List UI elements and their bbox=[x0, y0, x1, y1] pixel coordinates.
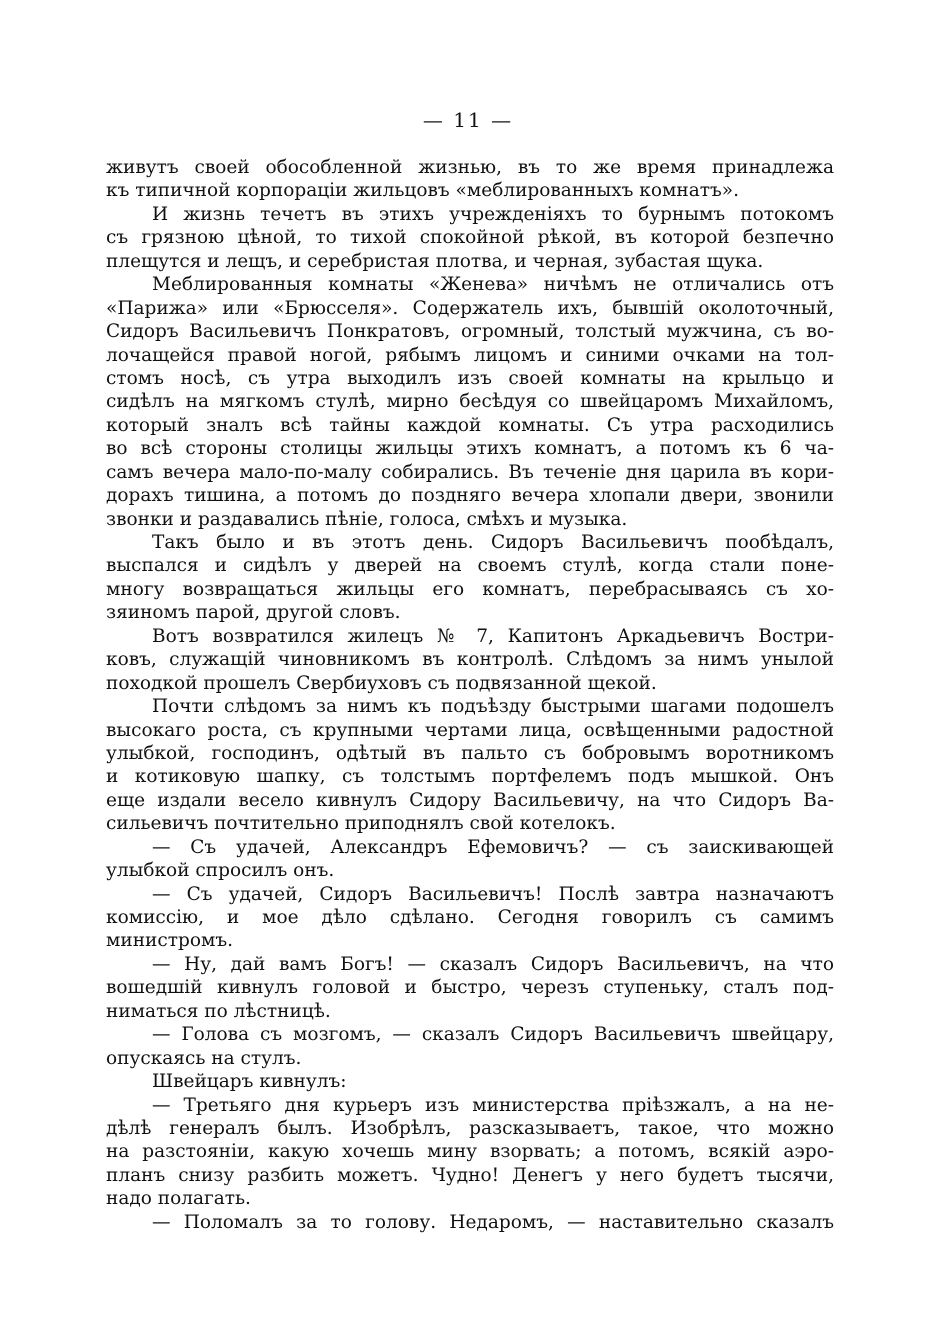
text-line: — Ну, дай вамъ Богъ! — сказалъ Сидоръ Васильевичъ, на что bbox=[152, 953, 834, 975]
text-line: еще издали весело кивнулъ Сидору Васильевичу, на что Сидоръ Ва- bbox=[106, 789, 834, 811]
text-line: — Третьяго дня курьеръ изъ министерства пріѣзжалъ, а на не- bbox=[152, 1094, 834, 1116]
text-line: ковъ, служащій чиновникомъ въ контролѣ. Слѣдомъ за нимъ унылой bbox=[106, 649, 834, 671]
text-line: Швейцаръ кивнулъ: bbox=[152, 1071, 347, 1093]
text-line: Сидоръ Васильевичъ Понкратовъ, огромный, толстый мужчина, съ во- bbox=[106, 321, 834, 343]
text-line: улыбкой, господинъ, одѣтый въ пальто съ бобровымъ воротникомъ bbox=[106, 742, 834, 764]
text-line: министромъ. bbox=[106, 930, 233, 952]
text-line: на разстояніи, какую хочешь мину взорвать; а потомъ, всякій аэро- bbox=[106, 1141, 834, 1163]
text-line: который зналъ всѣ тайны каждой комнаты. Съ утра расходились bbox=[106, 414, 834, 436]
text-line: походкой прошелъ Свербиуховъ съ подвязанной щекой. bbox=[106, 672, 657, 694]
text-line: — Съ удачей, Александръ Ефемовичъ? — съ заискивающей bbox=[152, 836, 834, 858]
text-line: живутъ своей обособленной жизнью, въ то же время принадлежа bbox=[106, 157, 834, 178]
text-line: Вотъ возвратился жилецъ № 7, Капитонъ Аркадьевичъ Востри- bbox=[152, 625, 834, 647]
page-number: — 11 — bbox=[422, 108, 514, 132]
text-line: съ грязною цѣной, то тихой спокойной рѣкой, въ которой безпечно bbox=[106, 227, 834, 249]
text-line: вошедшій кивнулъ головой и быстро, черезъ ступеньку, сталъ под- bbox=[106, 977, 834, 999]
text-line: зяиномъ парой, другой словъ. bbox=[106, 602, 401, 624]
text-line: къ типичной корпораціи жильцовъ «меблированныхъ комнатъ». bbox=[106, 180, 739, 202]
text-line: Меблированныя комнаты «Женева» ничѣмъ не отличались отъ bbox=[152, 274, 834, 296]
text-line: дѣлѣ генералъ былъ. Изобрѣлъ, разсказываетъ, такое, что можно bbox=[106, 1117, 834, 1139]
text-line: и котиковую шапку, съ толстымъ портфелемъ подъ мышкой. Онъ bbox=[106, 766, 834, 788]
text-line: ниматься по лѣстницѣ. bbox=[106, 1000, 331, 1022]
text-line: выспался и сидѣлъ у дверей на своемъ стулѣ, когда стали поне- bbox=[106, 555, 834, 577]
text-line: опускаясь на стулъ. bbox=[106, 1047, 302, 1069]
text-line: Такъ было и въ этотъ день. Сидоръ Васильевичъ пообѣдалъ, bbox=[152, 532, 834, 553]
text-line: улыбкой спросилъ онъ. bbox=[106, 860, 335, 882]
text-line: — Съ удачей, Сидоръ Васильевичъ! Послѣ завтра назначаютъ bbox=[152, 883, 834, 905]
text-line: дорахъ тишина, а потомъ до поздняго вечера хлопали двери, звонили bbox=[106, 485, 834, 507]
text-line: надо полагать. bbox=[106, 1188, 251, 1210]
text-line: высокаго роста, съ крупными чертами лица, освѣщенными радостной bbox=[106, 719, 834, 741]
text-line: «Парижа» или «Брюсселя». Содержатель ихъ, бывшій околоточный, bbox=[106, 297, 834, 319]
text-line: — Голова съ мозгомъ, — сказалъ Сидоръ Васильевичъ швейцару, bbox=[152, 1024, 834, 1046]
text-line: плещутся и лещъ, и серебристая плотва, и черная, зубастая щука. bbox=[106, 250, 764, 272]
text-line: — Поломалъ за то голову. Недаромъ, — наставительно сказалъ bbox=[152, 1211, 834, 1233]
text-line: сильевичъ почтительно приподнялъ свой котелокъ. bbox=[106, 813, 616, 835]
text-line: И жизнь течетъ въ этихъ учрежденіяхъ то бурнымъ потокомъ bbox=[152, 203, 834, 225]
body-text bbox=[106, 156, 834, 1234]
text-line: стомъ носѣ, съ утра выходилъ изъ своей комнаты на крыльцо и bbox=[106, 367, 834, 389]
text-line: планъ снизу разбить можетъ. Чудно! Денегъ у него будетъ тысячи, bbox=[106, 1164, 834, 1186]
text-line: во всѣ стороны столицы жильцы этихъ комнатъ, а потомъ къ 6 ча- bbox=[106, 438, 834, 460]
text-line: сидѣлъ на мягкомъ стулѣ, мирно бесѣдуя со швейцаромъ Михайломъ, bbox=[106, 391, 834, 413]
text-line: лочащейся правой ногой, рябымъ лицомъ и синими очками на тол- bbox=[106, 344, 834, 366]
text-line: Почти слѣдомъ за нимъ къ подъѣзду быстрыми шагами подошелъ bbox=[152, 696, 834, 718]
text-line: комиссію, и мое дѣло сдѣлано. Сегодня говорилъ съ самимъ bbox=[106, 907, 834, 928]
text-line: самъ вечера мало-по-малу собирались. Въ теченіе дня царила въ кори- bbox=[106, 461, 834, 483]
text-line: многу возвращаться жильцы его комнатъ, перебрасываясь съ хо- bbox=[106, 578, 834, 600]
text-line: звонки и раздавались пѣніе, голоса, смѣхъ и музыка. bbox=[106, 508, 628, 530]
